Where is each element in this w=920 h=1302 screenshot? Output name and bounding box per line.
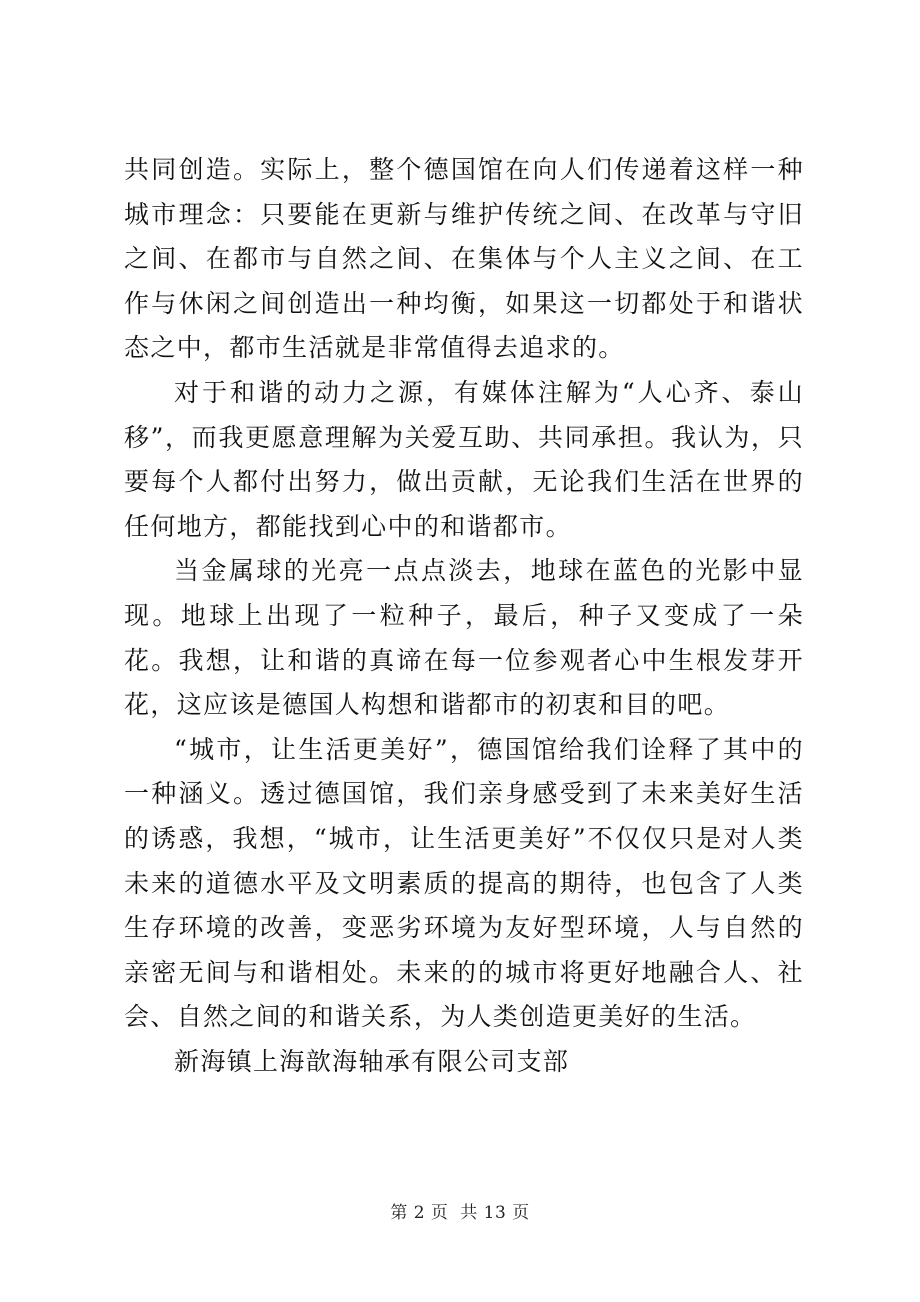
- page-footer: [0, 1198, 920, 1223]
- paragraph-3: 当金属球的光亮一点点淡去，地球在蓝色的光影中显现。地球上出现了一粒种子，最后，种子又变成了一朵花。我想，让和谐的真谛在每一位参观者心中生根发芽开花，这应该是德国人构想和谐都市的初衷和目的吧。: [124, 556, 804, 720]
- document-body: [124, 148, 804, 1084]
- paragraph-1: 共同创造。实际上，整个德国馆在向人们传递着这样一种城市理念：只要能在更新与维护传统之间、在改革与守旧之间、在都市与自然之间、在集体与个人主义之间、在工作与休闲之间创造出一种均衡，如果这一切都处于和谐状态之中，都市生活就是非常值得去追求的。: [124, 155, 804, 363]
- paragraph-4: “城市，让生活更美好”，德国馆给我们诠释了其中的一种涵义。透过德国馆，我们亲身感受到了未来美好生活的诱惑，我想，“城市，让生活更美好”不仅仅只是对人类未来的道德水平及文明素质的提高的期待，也包含了人类生存环境的改善，变恶劣环境为友好型环境，人与自然的亲密无间与和谐相处。未来的的城市将更好地融合人、社会、自然之间的和谐关系，为人类创造更美好的生活。: [124, 734, 804, 1032]
- signature-line: 新海镇上海歆海轴承有限公司支部: [174, 1046, 570, 1076]
- paragraph-2: 对于和谐的动力之源，有媒体注解为“人心齐、泰山移”，而我更愿意理解为关爱互助、共同承担。我认为，只要每个人都付出努力，做出贡献，无论我们生活在世界的任何地方，都能找到心中的和谐都市。: [124, 377, 804, 541]
- page-number-label: 第 2 页 共 13 页: [390, 1203, 530, 1223]
